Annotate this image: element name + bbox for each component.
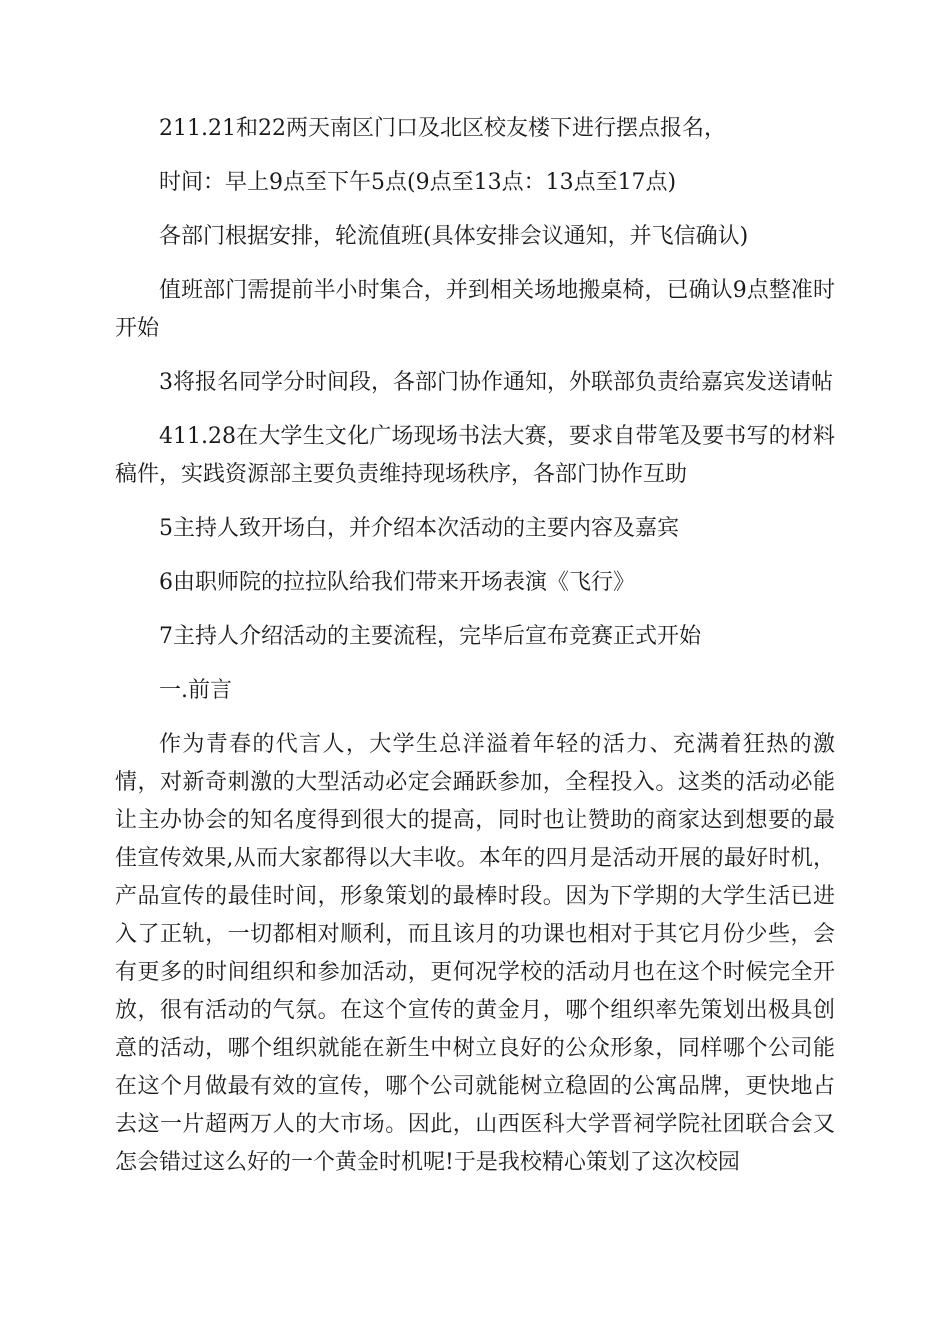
paragraph-calligraphy-contest: 411.28在大学生文化广场现场书法大赛，要求自带笔及要书写的材料稿件，实践资源部主要负责维持现场秩序，各部门协作互助 (115, 424, 835, 487)
paragraph-host-opening: 5主持人致开场白，并介绍本次活动的主要内容及嘉宾 (159, 516, 679, 541)
document-body (115, 110, 835, 1198)
paragraph-cheer-performance: 6由职师院的拉拉队给我们带来开场表演《飞行》 (159, 570, 635, 595)
section-heading-preface: 一.前言 (159, 678, 232, 703)
paragraph-signup-location: 211.21和22两天南区门口及北区校友楼下进行摆点报名， (159, 116, 726, 141)
paragraph-host-process: 7主持人介绍活动的主要流程，完毕后宣布竞赛正式开始 (159, 624, 701, 649)
paragraph-duty-assembly: 值班部门需提前半小时集合，并到相关场地搬桌椅，已确认9点整准时开始 (115, 278, 835, 341)
paragraph-duty-rotation: 各部门根据安排，轮流值班(具体安排会议通知，并飞信确认) (159, 224, 749, 249)
paragraph-preface-body: 作为青春的代言人，大学生总洋溢着年轻的活力、充满着狂热的激情，对新奇刺激的大型活动必定会踊跃参加，全程投入。这类的活动必能让主办协会的知名度得到很大的提高，同时也让赞助的商家达到想要的最佳宣传效果,从而大家都得以大丰收。本年的四月是活动开展的最好时机，产品宣传的最佳时间，形象策划的最棒时段。因为下学期的大学生活已进入了正轨，一切都相对顺利，而且该月的功课也相对于其它月份少些，会有更多的时间组织和参加活动，更何况学校的活动月也在这个时候完全开放，很有活动的气氛。在这个宣传的黄金月，哪个组织率先策划出极具创意的活动，哪个组织就能在新生中树立良好的公众形象，同样哪个公司能在这个月做最有效的宣传，哪个公司就能树立稳固的公寓品牌，更快地占去这一片超两万人的大市场。因此，山西医科大学晋祠学院社团联合会又怎会错过这么好的一个黄金时机呢!于是我校精心策划了这次校园 (115, 732, 835, 1175)
paragraph-signup-time: 时间：早上9点至下午5点(9点至13点：13点至17点) (159, 170, 677, 195)
paragraph-notification: 3将报名同学分时间段，各部门协作通知，外联部负责给嘉宾发送请帖 (159, 370, 833, 395)
